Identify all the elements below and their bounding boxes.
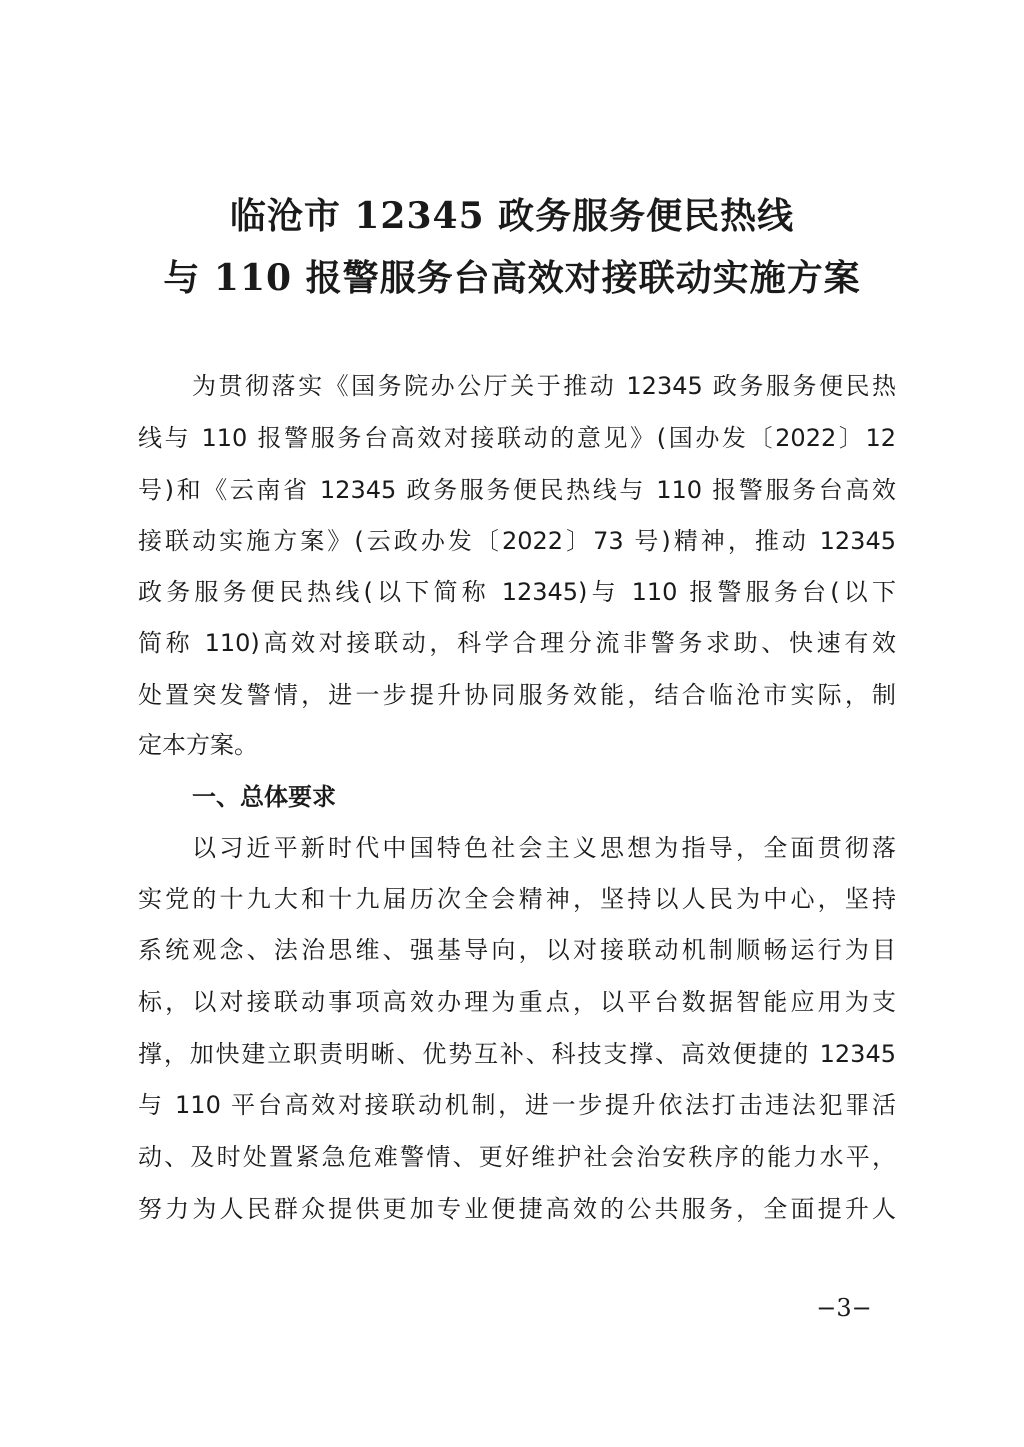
section-line-8: 努力为人民群众提供更加专业便捷高效的公共服务，全面提升人	[138, 1195, 896, 1223]
intro-line-4: 接联动实施方案》(云政办发〔2022〕73 号)精神，推动 12345	[138, 527, 896, 555]
intro-line-8: 定本方案。	[138, 731, 258, 759]
intro-line-1: 为贯彻落实《国务院办公厅关于推动 12345 政务服务便民热	[192, 372, 896, 400]
page-number: −3−	[816, 1294, 872, 1322]
section-heading: 一、总体要求	[192, 783, 336, 811]
section-line-3: 系统观念、法治思维、强基导向，以对接联动机制顺畅运行为目	[138, 936, 896, 964]
intro-line-5: 政务服务便民热线(以下简称 12345)与 110 报警服务台(以下	[138, 578, 896, 606]
intro-line-3: 号)和《云南省 12345 政务服务便民热线与 110 报警服务台高效	[138, 476, 896, 504]
section-line-2: 实党的十九大和十九届历次全会精神，坚持以人民为中心，坚持	[138, 885, 896, 913]
section-line-7: 动、及时处置紧急危难警情、更好维护社会治安秩序的能力水平，	[138, 1143, 896, 1171]
title-line-1: 临沧市 12345 政务服务便民热线	[229, 195, 795, 237]
title-line-2: 与 110 报警服务台高效对接联动实施方案	[163, 257, 861, 299]
section-line-6: 与 110 平台高效对接联动机制，进一步提升依法打击违法犯罪活	[138, 1091, 896, 1119]
section-line-5: 撑，加快建立职责明晰、优势互补、科技支撑、高效便捷的 12345	[138, 1040, 896, 1068]
section-line-1: 以习近平新时代中国特色社会主义思想为指导，全面贯彻落	[192, 834, 896, 862]
section-line-4: 标，以对接联动事项高效办理为重点，以平台数据智能应用为支	[138, 988, 896, 1016]
intro-line-7: 处置突发警情，进一步提升协同服务效能，结合临沧市实际，制	[138, 681, 896, 709]
intro-line-2: 线与 110 报警服务台高效对接联动的意见》(国办发〔2022〕12	[138, 424, 896, 452]
intro-line-6: 简称 110)高效对接联动，科学合理分流非警务求助、快速有效	[138, 629, 896, 657]
